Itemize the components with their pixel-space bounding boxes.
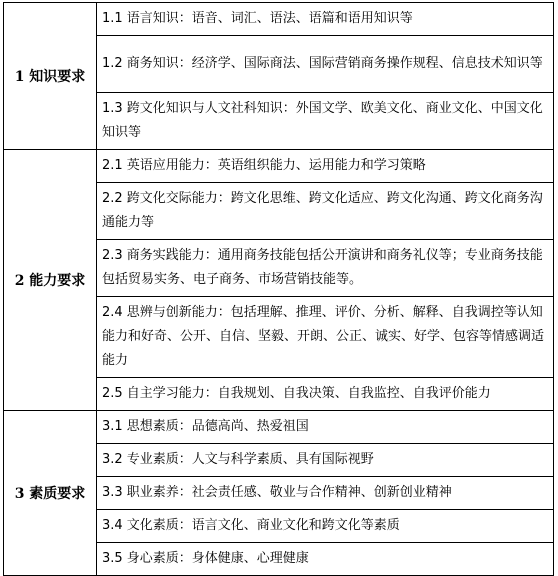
requirements-table	[3, 2, 554, 576]
requirement-item: 3.2 专业素质：人文与科学素质、具有国际视野	[97, 444, 554, 477]
table-row	[4, 3, 554, 36]
requirement-item: 2.5 自主学习能力：自我规划、自我决策、自我监控、自我评价能力	[97, 378, 554, 411]
requirement-item: 2.1 英语应用能力：英语组织能力、运用能力和学习策略	[97, 150, 554, 183]
category-knowledge: 1 知识要求	[4, 3, 97, 150]
requirement-item: 2.4 思辨与创新能力：包括理解、推理、评价、分析、解释、自我调控等认知能力和好奇、公开、自信、坚毅、开朗、公正、诚实、好学、包容等情感调适能力	[97, 297, 554, 378]
requirement-item: 3.4 文化素质：语言文化、商业文化和跨文化等素质	[97, 510, 554, 543]
requirement-item: 1.3 跨文化知识与人文社科知识：外国文学、欧美文化、商业文化、中国文化知识等	[97, 93, 554, 150]
category-ability: 2 能力要求	[4, 150, 97, 411]
requirement-item: 3.3 职业素养：社会责任感、敬业与合作精神、创新创业精神	[97, 477, 554, 510]
requirement-item: 1.1 语言知识：语音、词汇、语法、语篇和语用知识等	[97, 3, 554, 36]
requirement-item: 1.2 商务知识：经济学、国际商法、国际营销商务操作规程、信息技术知识等	[97, 36, 554, 93]
table-row	[4, 150, 554, 183]
requirement-item: 3.5 身心素质：身体健康、心理健康	[97, 543, 554, 576]
requirement-item: 2.3 商务实践能力：通用商务技能包括公开演讲和商务礼仪等；专业商务技能包括贸易实务、电子商务、市场营销技能等。	[97, 240, 554, 297]
requirement-item: 2.2 跨文化交际能力：跨文化思维、跨文化适应、跨文化沟通、跨文化商务沟通能力等	[97, 183, 554, 240]
table-row	[4, 411, 554, 444]
requirement-item: 3.1 思想素质：品德高尚、热爱祖国	[97, 411, 554, 444]
category-quality: 3 素质要求	[4, 411, 97, 576]
